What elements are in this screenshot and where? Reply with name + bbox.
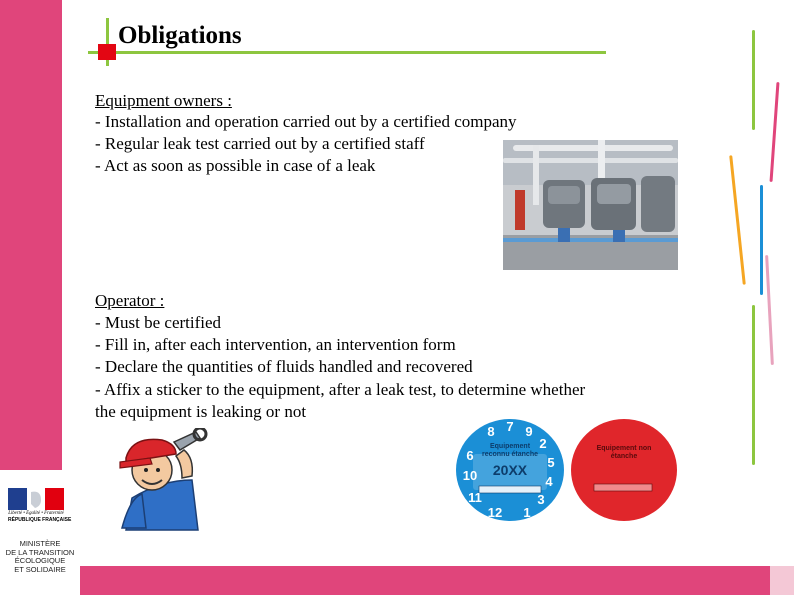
owners-item-3: - Act as soon as possible in case of a leak	[95, 156, 376, 175]
sticker-blue-year: 20XX	[492, 462, 528, 478]
month-8: 8	[487, 424, 495, 439]
logo-motto: Liberté • Égalité • Fraternité	[8, 511, 64, 516]
operator-item-2: - Fill in, after each intervention, an intervention form	[95, 335, 456, 354]
decor-line-blue	[760, 185, 763, 295]
owners-item-1: - Installation and operation carried out by a certified company	[95, 112, 517, 131]
ministry-line-1: MINISTÈRE	[19, 539, 61, 548]
ministry-line-2: DE LA TRANSITION	[5, 547, 75, 557]
month-11: 11	[468, 490, 482, 505]
marianne-logo	[8, 488, 72, 528]
decor-line-lightpink	[765, 255, 774, 365]
logo-republic: RÉPUBLIQUE FRANÇAISE	[8, 517, 72, 523]
ministry-line-4: ET SOLIDAIRE	[14, 564, 66, 574]
owners-heading: Equipment owners :	[95, 91, 232, 110]
ministry-line-3: ÉCOLOGIQUE	[14, 556, 66, 565]
month-12: 12	[487, 505, 503, 520]
operator-item-5: the equipment is leaking or not	[95, 402, 307, 421]
month-10: 10	[462, 468, 478, 483]
month-2: 2	[539, 436, 547, 451]
month-9: 9	[525, 424, 533, 439]
sticker-leak-tight	[455, 418, 565, 523]
sticker-blue-label-2: reconnu étanche	[481, 451, 539, 458]
sticker-blue-label-1: Equipement	[489, 443, 531, 450]
sticker-not-leak-tight	[570, 418, 678, 523]
bottom-pink-bar	[80, 566, 794, 595]
month-1: 1	[523, 505, 531, 520]
title-underline-rule	[88, 51, 606, 54]
operator-item-1: - Must be certified	[95, 313, 222, 332]
owners-item-2: - Regular leak test carried out by a certified staff	[95, 134, 425, 153]
sticker-red-disc	[571, 419, 677, 521]
month-3: 3	[537, 492, 545, 507]
month-6: 6	[466, 448, 474, 463]
month-4: 4	[545, 474, 553, 489]
mechanic-illustration	[112, 428, 220, 536]
decor-line-green-2	[752, 305, 755, 465]
machinery-photo	[503, 140, 678, 270]
operator-item-3: - Declare the quantities of fluids handled and recovered	[95, 357, 473, 376]
decor-line-green	[752, 30, 755, 130]
operator-heading: Operator :	[95, 291, 165, 310]
decor-line-orange	[729, 155, 746, 285]
month-7: 7	[506, 419, 514, 434]
marianne-profile-icon	[29, 490, 43, 508]
ministry-name	[2, 540, 78, 574]
slide-title: Obligations	[118, 22, 242, 49]
month-5: 5	[547, 455, 555, 470]
title-red-square	[98, 44, 116, 60]
bottom-pale-block	[770, 566, 794, 595]
decor-line-pink	[770, 82, 780, 182]
sticker-red-label-1: Equipement non	[596, 445, 652, 452]
operator-item-4: - Affix a sticker to the equipment, after a leak test, to determine whether	[95, 380, 586, 399]
sticker-red-label-2: étanche	[610, 453, 638, 460]
pink-sidebar-band	[0, 0, 62, 470]
